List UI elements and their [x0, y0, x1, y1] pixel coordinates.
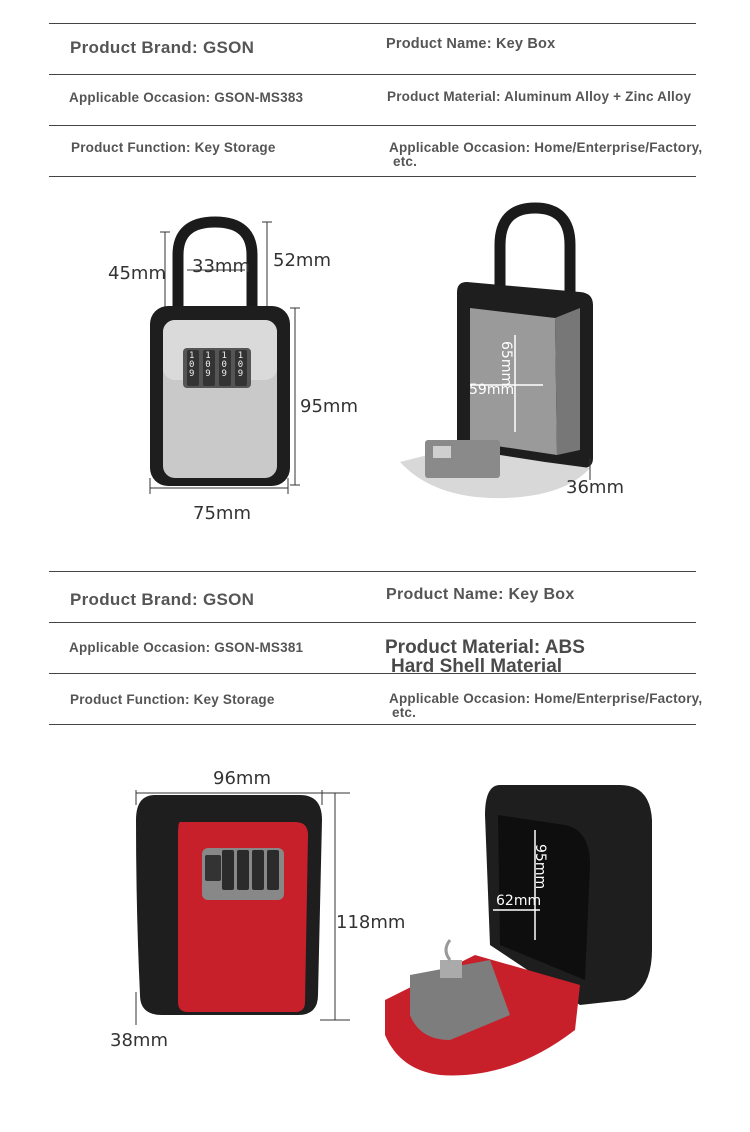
- dim-shackle-total: 52mm: [273, 250, 331, 271]
- dial-digit: 0: [205, 360, 211, 370]
- dial-digit: 1: [237, 351, 244, 361]
- dim-shackle-width: 33mm: [192, 256, 250, 277]
- dim-height: 118mm: [336, 912, 406, 933]
- occasion-line: etc.: [393, 154, 418, 169]
- occasion-line: Applicable Occasion: Home/Enterprise/Factory,: [389, 691, 703, 706]
- product-model: Applicable Occasion: GSON-MS383: [69, 90, 304, 105]
- dim-inner-width: 62mm: [496, 893, 542, 909]
- dial-digit: 1: [221, 351, 227, 361]
- product-function: Product Function: Key Storage: [71, 140, 276, 155]
- product-function: Product Function: Key Storage: [70, 692, 275, 707]
- dim-depth: 38mm: [110, 1030, 168, 1051]
- keybox-ms383-open-figure: [395, 200, 635, 510]
- occasion-line: etc.: [392, 705, 417, 720]
- product-model: Applicable Occasion: GSON-MS381: [69, 640, 304, 655]
- table-divider: [49, 571, 696, 572]
- dial-digit: 0: [221, 360, 227, 370]
- product-occasion: [389, 692, 702, 720]
- table-divider: [49, 176, 696, 177]
- material-line: Product Material: ABS: [385, 637, 585, 658]
- occasion-line: Applicable Occasion: Home/Enterprise/Factory,: [389, 140, 703, 155]
- dim-depth: 36mm: [566, 477, 624, 498]
- dim-body-width: 75mm: [193, 503, 251, 524]
- table-divider: [49, 673, 696, 674]
- dim-body-height: 95mm: [300, 396, 358, 417]
- dim-inner-height: 65mm: [498, 341, 514, 387]
- dim-shackle-height: 45mm: [108, 263, 166, 284]
- product-name: Product Name: Key Box: [386, 586, 575, 603]
- keybox-ms381-open-figure: [380, 775, 660, 1085]
- dim-inner-width: 59mm: [469, 382, 515, 398]
- table-divider: [49, 23, 696, 24]
- table-divider: [49, 622, 696, 623]
- product-occasion: [389, 141, 702, 169]
- keybox-ms381-front-figure: [100, 780, 360, 1050]
- dial-digit: 1: [205, 351, 211, 361]
- dial-digit: 1: [189, 351, 195, 361]
- product-material: [385, 638, 585, 676]
- product-name: Product Name: Key Box: [386, 36, 556, 52]
- dial-digit: 9: [221, 369, 227, 379]
- dial-digit: 9: [237, 369, 244, 379]
- dial-digit: 9: [205, 369, 211, 379]
- dial-digit: 0: [237, 360, 244, 370]
- product-brand: Product Brand: GSON: [70, 38, 255, 57]
- product-material: Product Material: Aluminum Alloy + Zinc Alloy: [387, 89, 692, 104]
- dim-inner-height: 95mm: [532, 844, 548, 890]
- product-brand: Product Brand: GSON: [70, 590, 255, 609]
- dial-digit: 9: [189, 369, 195, 379]
- material-line: Hard Shell Material: [391, 656, 563, 677]
- table-divider: [49, 724, 696, 725]
- dial-digit: 0: [189, 360, 195, 370]
- table-divider: [49, 125, 696, 126]
- table-divider: [49, 74, 696, 75]
- dial-digits: [189, 352, 243, 379]
- dim-width: 96mm: [213, 768, 271, 789]
